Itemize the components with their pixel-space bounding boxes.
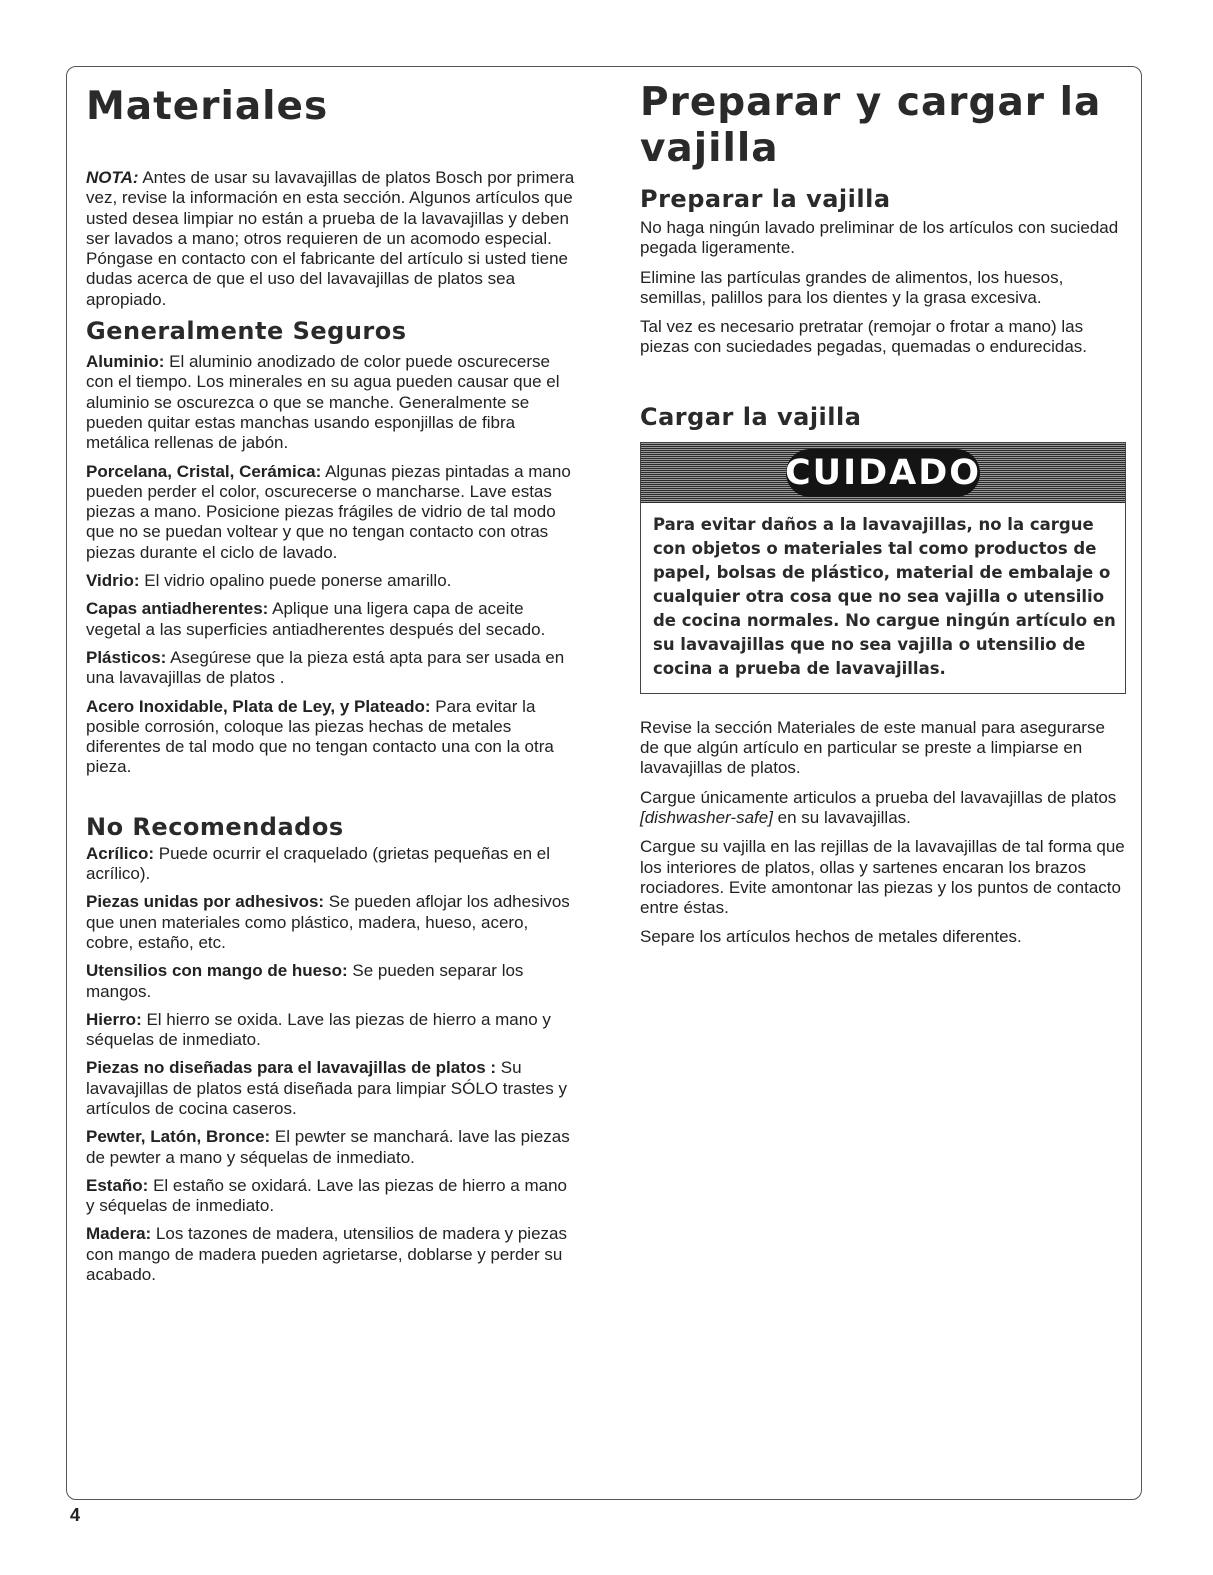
not-term: Piezas unidas por adhesivos:	[86, 892, 325, 912]
safe-item-acero	[86, 697, 576, 778]
prep-paragraph: Elimine las partículas grandes de alimentos, los huesos, semillas, palillos para los dientes y la grasa excesiva.	[640, 267, 1064, 307]
safe-text: Aplique una ligera capa de aceite vegetal a las superficies antiadherentes después del secado.	[86, 599, 546, 639]
safe-item-porcelana	[86, 462, 576, 563]
prep-paragraph: Tal vez es necesario pretratar (remojar o frotar a mano) las piezas con suciedades pegadas, quemadas o endurecidas.	[640, 317, 1088, 357]
safe-item-vidrio	[86, 571, 576, 591]
preparar-title: Preparar y cargar la vajilla	[640, 80, 1102, 171]
safe-text: El aluminio anodizado de color puede oscurecerse con el tiempo. Los minerales en su agua pueden causar que el aluminio se oscurezca o que se manche. Generalmente se pueden quitar estas manchas usando esponjillas de fibra metálica rellenas de jabón.	[86, 352, 560, 453]
not-term: Estaño:	[86, 1175, 149, 1195]
safe-heading: Generalmente Seguros	[86, 317, 407, 346]
note-paragraph	[86, 168, 576, 310]
not-item-adhesivos	[86, 892, 576, 953]
not-heading: No Recomendados	[86, 812, 344, 841]
caution-label-pill	[786, 449, 980, 497]
note-text: Antes de usar su lavavajillas de platos Bosch por primera vez, revise la información en esta sección. Algunos artículos que usted desea limpiar no están a prueba de la lavavajillas y deben ser lavados a mano; otros requieren de un acomodo especial. Póngase en contacto con el fabricante del artículo si usted tiene dudas acerca de que el uso del lavavajillas de platos sea apropiado.	[86, 168, 575, 309]
not-term: Madera:	[86, 1224, 152, 1244]
safe-term: Aluminio:	[86, 352, 165, 372]
not-item-mango-hueso	[86, 961, 576, 1002]
not-term: Hierro:	[86, 1009, 142, 1029]
safe-term: Plásticos:	[86, 647, 167, 667]
prep-heading: Preparar la vajilla	[640, 185, 891, 213]
dishwasher-safe-term: [dishwasher-safe]	[640, 807, 773, 827]
not-item-no-disenadas	[86, 1058, 576, 1119]
safe-item-plasticos	[86, 648, 576, 689]
safe-text: El vidrio opalino puede ponerse amarillo.	[139, 571, 452, 591]
load-paragraph: Cargue su vajilla en las rejillas de la lavavajillas de tal forma que los interiores de platos, ollas y sartenes encaran los brazos rociadores. Evite amontonar las piezas y los puntos de contacto entre éstas.	[640, 837, 1125, 918]
safe-term: Vidrio:	[86, 571, 140, 591]
not-item-estano	[86, 1176, 576, 1217]
not-term: Pewter, Latón, Bronce:	[86, 1127, 271, 1147]
caution-box	[640, 442, 1126, 694]
left-column	[86, 80, 576, 1285]
load-paragraph: Revise la sección Materiales de este manual para asegurarse de que algún artículo en particular se preste a limpiarse en lavavajillas de platos.	[640, 717, 1105, 778]
not-item-madera	[86, 1224, 576, 1285]
right-column	[640, 80, 1128, 948]
caution-label: CUIDADO	[784, 452, 982, 493]
safe-text: Asegúrese que la pieza está apta para ser usada en una lavavajillas de platos .	[86, 647, 565, 688]
safe-term: Capas antiadherentes:	[86, 599, 269, 619]
load-paragraph: Separe los artículos hechos de metales diferentes.	[640, 927, 1022, 947]
not-item-pewter	[86, 1127, 576, 1168]
not-item-acrilico	[86, 844, 576, 885]
not-text: Se pueden aflojar los adhesivos que unen materiales como plástico, madera, hueso, acero, cobre, estaño, etc.	[86, 892, 570, 952]
not-term: Acrílico:	[86, 843, 155, 863]
load-text: en su lavavajillas.	[772, 807, 911, 827]
not-term: Piezas no diseñadas para el lavavajillas de platos :	[86, 1058, 497, 1078]
safe-term: Porcelana, Cristal, Cerámica:	[86, 461, 322, 481]
caution-header	[641, 443, 1125, 503]
load-paragraph-dishwasher-safe	[640, 788, 1128, 829]
not-text: El estaño se oxidará. Lave las piezas de hierro a mano y séquelas de inmediato.	[86, 1175, 567, 1216]
load-heading: Cargar la vajilla	[640, 402, 862, 431]
load-text: Cargue únicamente articulos a prueba del lavavajillas de platos	[640, 787, 1117, 807]
safe-text: Para evitar la posible corrosión, coloque las piezas hechas de metales diferentes de tal modo que no tengan contacto una con la otra pieza.	[86, 696, 554, 777]
not-text: Puede ocurrir el craquelado (grietas pequeñas en el acrílico).	[86, 843, 551, 884]
safe-text: Algunas piezas pintadas a mano pueden perder el color, oscurecerse o mancharse. Lave estas piezas a mano. Posicione piezas frágiles de vidrio de tal modo que no se puedan voltear y que no tengan contacto con otras piezas durante el ciclo de lavado.	[86, 461, 571, 562]
safe-item-aluminio	[86, 352, 576, 453]
materiales-title: Materiales	[86, 84, 329, 129]
not-text: Se pueden separar los mangos.	[86, 961, 524, 1001]
prep-paragraph: No haga ningún lavado preliminar de los artículos con suciedad pegada ligeramente.	[640, 218, 1119, 258]
not-term: Utensilios con mango de hueso:	[86, 961, 348, 981]
safe-item-capas	[86, 599, 576, 640]
not-text: Su lavavajillas de platos está diseñada para limpiar SÓLO trastes y artículos de cocina caseros.	[86, 1058, 567, 1118]
page-number: 4	[70, 1505, 81, 1525]
caution-text: Para evitar daños a la lavavajillas, no la cargue con objetos o materiales tal como productos de papel, bolsas de plástico, material de embalaje o cualquier otra cosa que no sea vajilla o utensilio de cocina normales. No cargue ningún artículo en su lavavajillas que no sea vajilla o utensilio de cocina a prueba de lavavajillas.	[653, 514, 1116, 678]
not-text: El hierro se oxida. Lave las piezas de hierro a mano y séquelas de inmediato.	[86, 1009, 551, 1050]
not-text: El pewter se manchará. lave las piezas de pewter a mano y séquelas de inmediato.	[86, 1127, 570, 1167]
note-label: NOTA:	[86, 168, 139, 187]
not-text: Los tazones de madera, utensilios de madera y piezas con mango de madera pueden agrietarse, doblarse y perder su acabado.	[86, 1224, 567, 1285]
not-item-hierro	[86, 1010, 576, 1051]
safe-term: Acero Inoxidable, Plata de Ley, y Plateado:	[86, 696, 431, 716]
